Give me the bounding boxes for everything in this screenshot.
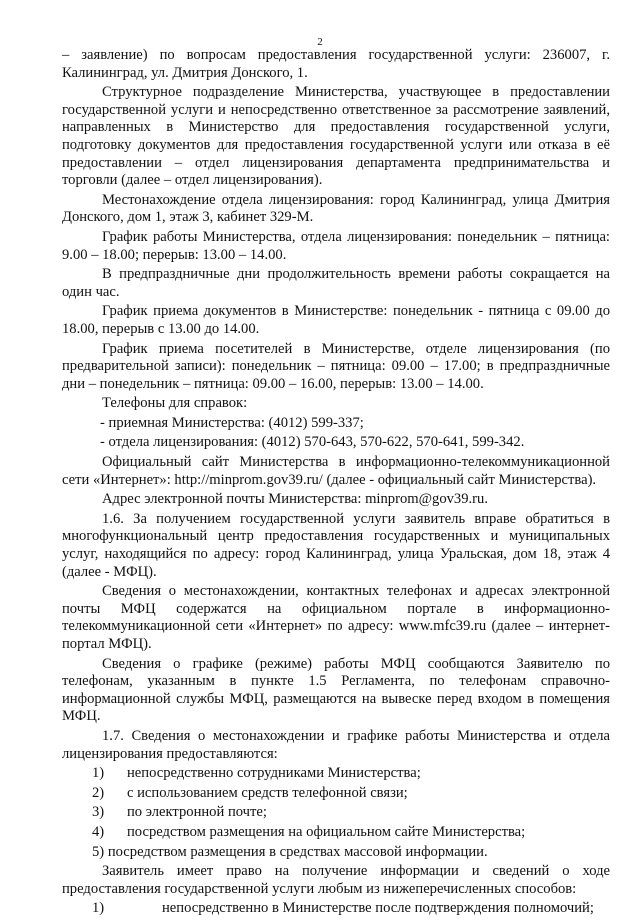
list-item-text: по электронной почте; <box>127 804 267 821</box>
list-item-number: 5) <box>92 843 105 860</box>
list-item-number: 2) <box>92 784 105 801</box>
paragraph-phone-licensing: - отдела лицензирования: (4012) 570-643, 570-622, 570-641, 599-342. <box>100 434 525 451</box>
paragraph-status-info: Заявитель имеет право на получение информации и сведений о ходе предоставления государственной услуги любым из нижеперечисленных способов: <box>62 863 610 897</box>
paragraph-phone-reception: - приемная Министерства: (4012) 599-337; <box>100 414 364 431</box>
paragraph-document-intake: График приема документов в Министерстве: понедельник - пятница с 09.00 до 18.00, перерыв с 13.00 до 14.00. <box>62 303 610 337</box>
list-item-number: 3) <box>92 804 105 821</box>
list-item-number: 1) <box>92 900 105 917</box>
paragraph-phones-heading: Телефоны для справок: <box>102 395 248 412</box>
paragraph-mfc-schedule: Сведения о графике (режиме) работы МФЦ сообщаются Заявителю по телефонам, указанным в пункте 1.5 Регламента, по телефонам справочно-информационной службы МФЦ, размещаются на вывеске перед входом в помещения МФЦ. <box>62 655 610 725</box>
document-body <box>62 47 610 920</box>
paragraph-holiday-hours: В предпраздничные дни продолжительность времени работы сокращается на один час. <box>62 266 610 300</box>
paragraph-visitor-hours: График приема посетителей в Министерстве, отделе лицензирования (по предварительной записи): понедельник – пятница: 09.00 – 17.00; в предпраздничные дни – понедельник – пятница: 09.00 – 16.00, перерыв: 13.00 – 14.00. <box>62 340 610 392</box>
list-item-text: посредством размещения на официальном сайте Министерства; <box>127 823 526 840</box>
paragraph-section-1-6: 1.6. За получением государственной услуги заявитель вправе обратиться в многофункциональный центр предоставления государственных и муниципальных услуг, находящийся по адресу: город Калининград, улица Уральская, дом 18, этаж 4 (далее - МФЦ). <box>62 510 610 580</box>
list-item-text: непосредственно в Министерстве после подтверждения полномочий; <box>162 900 594 917</box>
list-item <box>62 765 610 783</box>
list-item <box>62 785 610 803</box>
list-item-number: 1) <box>92 765 105 782</box>
paragraph-email: Адрес электронной почты Министерства: minprom@gov39.ru. <box>102 491 488 508</box>
list-item <box>62 844 610 862</box>
list-item-text: с использованием средств телефонной связи; <box>127 784 408 801</box>
list-item-text: посредством размещения в средствах массовой информации. <box>107 843 488 860</box>
paragraph-location: Местонахождение отдела лицензирования: город Калининград, улица Дмитрия Донского, дом 1, этаж 3, кабинет 329-М. <box>62 191 610 226</box>
list-item <box>62 900 610 918</box>
paragraph-website: Официальный сайт Министерства в информационно-телекоммуникационной сети «Интернет»: http://minprom.gov39.ru/ (далее - официальный сайт Министерства). <box>62 454 610 488</box>
paragraph-mfc-contacts: Сведения о местонахождении, контактных телефонах и адресах электронной почты МФЦ содержатся на официальном портале в информационно-телекоммуникационной сети «Интернет» по адресу: www.mfc39.ru (далее – интернет-портал МФЦ). <box>62 583 610 652</box>
list-item-number: 4) <box>92 823 105 840</box>
paragraph-section-1-7: 1.7. Сведения о местонахождении и графике работы Министерства и отдела лицензирования предоставляются: <box>62 727 610 762</box>
list-item <box>62 824 610 842</box>
paragraph-address-end: – заявление) по вопросам предоставления государственной услуги: 236007, г. Калининград, ул. Дмитрия Донского, 1. <box>62 47 610 81</box>
paragraph-structural-unit: Структурное подразделение Министерства, участвующее в предоставлении государственной услуги и непосредственно ответственное за рассмотрение заявлений, направленных в Министерство для предоставления государственной услуги, подготовку документов для предоставления государственной услуги или отказа в её предоставлении – отдел лицензирования департамента предпринимательства и торговли (далее – отдел лицензирования). <box>62 84 610 189</box>
list-item <box>62 804 610 822</box>
list-item-text: непосредственно сотрудниками Министерства; <box>127 765 421 782</box>
paragraph-work-schedule: График работы Министерства, отдела лицензирования: понедельник – пятница: 9.00 – 18.00; перерыв: 13.00 – 14.00. <box>62 228 610 263</box>
page-number: 2 <box>317 36 323 48</box>
